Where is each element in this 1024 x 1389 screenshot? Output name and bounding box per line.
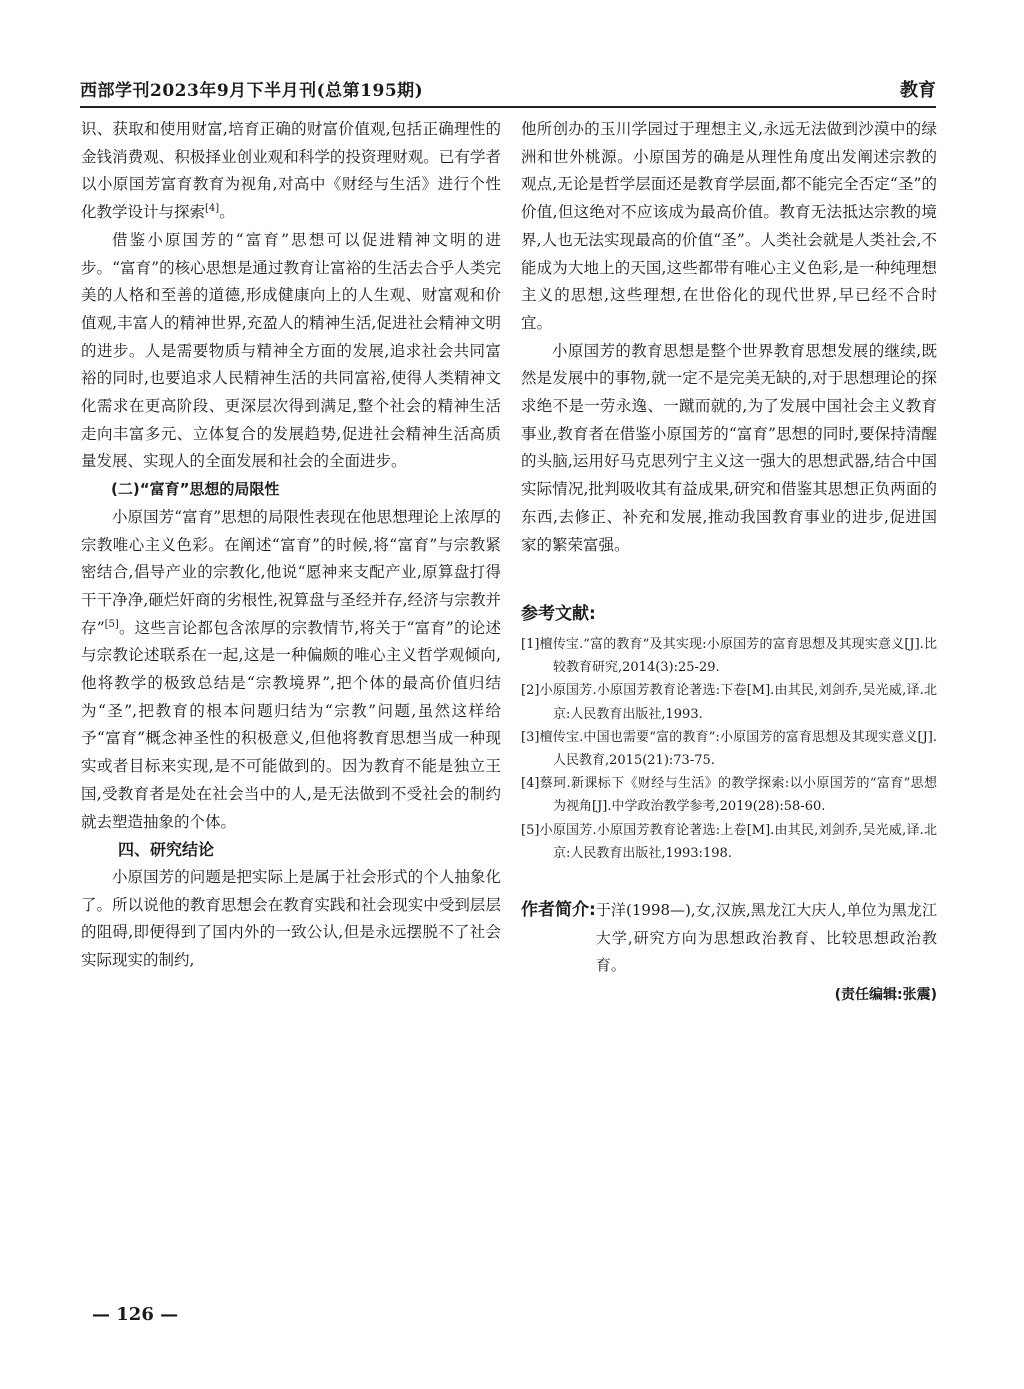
paragraph: 识、获取和使用财富,培育正确的财富价值观,包括正确理性的金钱消费观、积极择业创业观和科学的投资理财观。已有学者以小原国芳富育教育为视角,对高中《财经与生活》进行个性化教学设计与探索[4]。 — [81, 120, 501, 222]
references-heading: 参考文献: — [521, 604, 596, 625]
editor-note: (责任编辑:张震) — [834, 987, 937, 1004]
journal-title: 西部学刊2023年9月下半月刊(总第195期) — [80, 81, 424, 101]
references-list — [521, 633, 937, 865]
citation: [5] — [104, 618, 119, 630]
paragraph: 小原国芳的问题是把实际上是属于社会形式的个人抽象化了。所以说他的教育思想会在教育实践和社会现实中受到层层的阻碍,即便得到了国内外的一致公认,但是永远摆脱不了社会实际现实的制约, — [81, 867, 501, 970]
author-label: 作者简介: — [521, 899, 596, 920]
page-number: — 126 — — [92, 1304, 179, 1325]
citation: [4] — [205, 202, 220, 214]
right-column — [521, 116, 937, 1010]
reference-item: [5]小原国芳.小原国芳教育论著选:上卷[M].由其民,刘剑乔,吴光威,译.北京:人民教育出版社,1993:198. — [521, 822, 937, 861]
subsection-heading: (二)“富育”思想的局限性 — [111, 480, 280, 499]
section-label: 教育 — [900, 80, 936, 101]
author-text: 于洋(1998—),女,汉族,黑龙江大庆人,单位为黑龙江大学,研究方向为思想政治教育、比较思想政治教育。 — [595, 900, 937, 975]
paragraph: 小原国芳的教育思想是整个世界教育思想发展的继续,既然是发展中的事物,就一定不是完美无缺的,对于思想理论的探求绝不是一劳永逸、一蹴而就的,为了发展中国社会主义教育事业,教育者在借鉴小原国芳的“富育”思想的同时,要保持清醒的头脑,运用好马克思列宁主义这一强大的思想武器,结合中国实际情况,批判吸收其有益成果,研究和借鉴其思想正负两面的东西,去修正、补充和发展,推动我国教育事业的进步,促进国家的繁荣富强。 — [521, 341, 937, 554]
reference-item: [1]檀传宝.“富的教育”及其实现:小原国芳的富育思想及其现实意义[J].比较教育研究,2014(3):25-29. — [521, 636, 937, 676]
paragraph: 他所创办的玉川学园过于理想主义,永远无法做到沙漠中的绿洲和世外桃源。小原国芳的确是从理性角度出发阐述宗教的观点,无论是哲学层面还是教育学层面,都不能完全否定“圣”的价值,但这绝对不应该成为最高价值。教育无法抵达宗教的境界,人也无法实现最高的价值“圣”。人类社会就是人类社会,不能成为大地上的天国,这些都带有唯心主义色彩,是一种纯理想主义的思想,这些理想,在世俗化的现代世界,早已经不合时宜。 — [521, 120, 937, 332]
reference-item: [2]小原国芳.小原国芳教育论著选:下卷[M].由其民,刘剑乔,吴光威,译.北京:人民教育出版社,1993. — [521, 683, 937, 722]
author-bio — [521, 897, 937, 980]
section-heading: 四、研究结论 — [118, 840, 215, 860]
paragraph: 小原国芳“富育”思想的局限性表现在他思想理论上浓厚的宗教唯心主义色彩。在阐述“富育”的时候,将“富育”与宗教紧密结合,倡导产业的宗教化,他说“愿神来支配产业,原算盘打得干干净净,砸烂奸商的劣根性,祝算盘与圣经并存,经济与宗教并存”[5]。这些言论都包含浓厚的宗教情节,将关于“富育”的论述与宗教论述联系在一起,这是一种偏颇的唯心主义哲学观倾向,他将教学的极致总结是“宗教境界”,把个体的最高价值归结为“圣”,把教育的根本问题归结为“宗教”问题,虽然这样给予“富育”概念神圣性的积极意义,但他将教育思想当成一种现实或者目标来实现,是不可能做到的。因为教育不能是独立王国,受教育者是处在社会当中的人,是无法做到不受社会的制约就去塑造抽象的个体。 — [81, 507, 501, 831]
reference-item: [3]檀传宝.中国也需要“富的教育”:小原国芳的富育思想及其现实意义[J].人民教育,2015(21):73-75. — [521, 729, 937, 768]
left-column — [81, 116, 501, 975]
reference-item: [4]蔡珂.新课标下《财经与生活》的教学探索:以小原国芳的“富育”思想为视角[J].中学政治教学参考,2019(28):58-60. — [521, 776, 937, 815]
running-header — [80, 70, 936, 108]
paragraph: 借鉴小原国芳的“富育”思想可以促进精神文明的进步。“富育”的核心思想是通过教育让富裕的生活去合乎人类完美的人格和至善的道德,形成健康向上的人生观、财富观和价值观,丰富人的精神世界,充盈人的精神生活,促进社会精神文明的进步。人是需要物质与精神全方面的发展,追求社会共同富裕的同时,也要追求人民精神生活的共同富裕,使得人类精神文化需求在更高阶段、更深层次得到满足,整个社会的精神生活走向丰富多元、立体复合的发展趋势,促进社会精神生活高质量发展、实现人的全面发展和社会的全面进步。 — [81, 230, 501, 471]
